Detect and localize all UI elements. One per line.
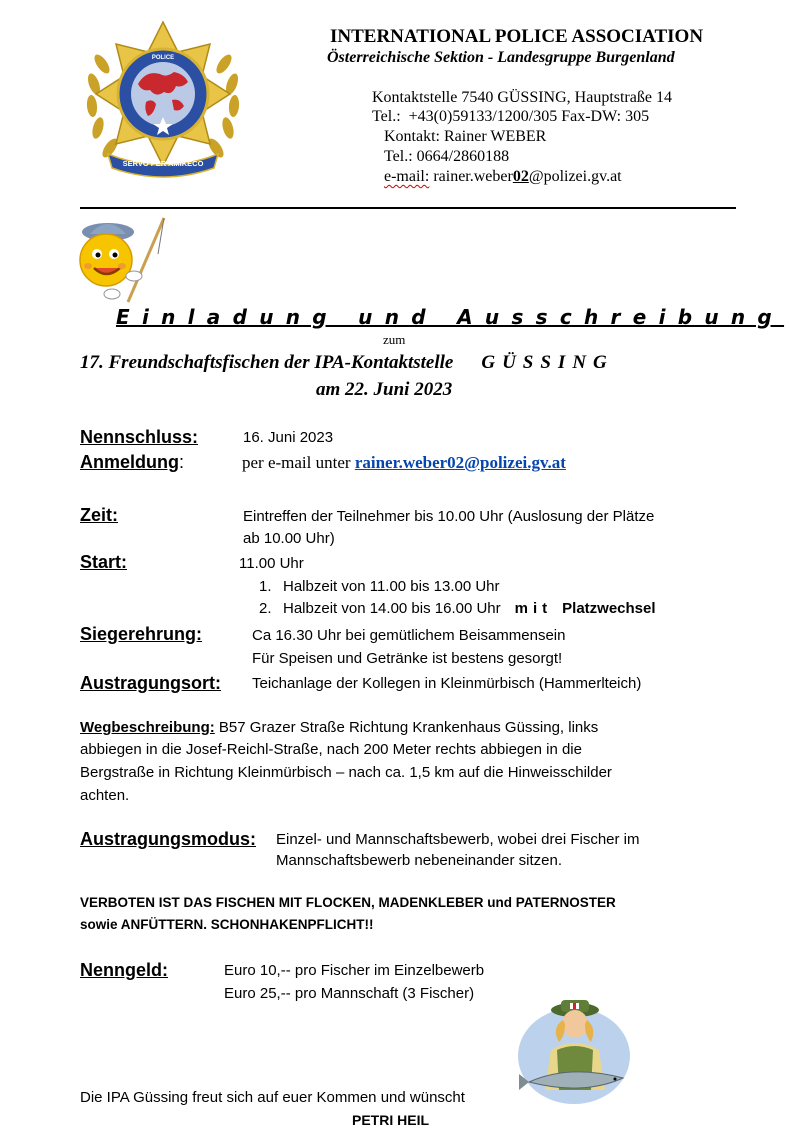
zeit-line2: ab 10.00 Uhr) — [243, 530, 335, 547]
warning-line1: VERBOTEN IST DAS FISCHEN MIT FLOCKEN, MADENKLEBER und PATERNOSTER — [80, 895, 616, 910]
half2-text — [283, 600, 656, 617]
modus-line1: Einzel- und Mannschaftsbewerb, wobei drei Fischer im — [276, 831, 640, 848]
zeit-label: Zeit: — [80, 505, 118, 525]
directions-line2: abbiegen in die Josef-Reichl-Straße, nach 200 Meter rechts abbiegen in die — [80, 741, 582, 758]
half2-number: 2. — [259, 600, 272, 617]
austragungsort-label: Austragungsort: — [80, 673, 221, 693]
nenngeld-line1: Euro 10,-- pro Fischer im Einzelbewerb — [224, 962, 485, 979]
directions-line3: Bergstraße in Richtung Kleinmürbisch – nach ca. 1,5 km auf die Hinweisschilder — [80, 764, 612, 781]
siegerehrung-line1: Ca 16.30 Uhr bei gemütlichem Beisammensein — [252, 627, 566, 644]
title-event — [80, 352, 614, 374]
zeit-line1: Eintreffen der Teilnehmer bis 10.00 Uhr (Auslosung der Plätze — [243, 508, 655, 525]
org-name: INTERNATIONAL POLICE ASSOCIATION — [330, 26, 704, 47]
tel-value: +43(0)59133/1200/305 Fax-DW: 305 — [408, 108, 650, 125]
modus-line2: Mannschaftsbewerb nebeneinander sitzen. — [276, 852, 563, 869]
header-divider — [80, 207, 736, 209]
half2-platzwechsel: Platzwechsel — [562, 600, 656, 617]
title-main: Einladung und Ausschreibung — [116, 305, 785, 329]
email-bold: 02 — [512, 168, 529, 185]
nennschluss-value: 16. Juni 2023 — [243, 429, 334, 446]
anmeldung-label-text: Anmeldung — [80, 452, 179, 472]
anmeldung-prefix: per e-mail unter — [242, 453, 351, 472]
anmeldung-email-link[interactable]: rainer.weber02@polizei.gv.at — [354, 453, 566, 472]
directions-text1: B57 Grazer Straße Richtung Krankenhaus Güssing, links — [218, 719, 599, 736]
org-section: Österreichische Sektion - Landesgruppe Burgenland — [327, 49, 675, 66]
title-zum: zum — [383, 332, 406, 347]
directions-line1 — [80, 719, 598, 736]
email-suffix: @polizei.gv.at — [528, 168, 622, 185]
contact-tel — [372, 108, 649, 126]
email-prefix: rainer.weber — [433, 168, 513, 185]
ipa-logo — [78, 14, 248, 184]
half1-number: 1. — [259, 578, 272, 595]
anmeldung-value — [242, 453, 566, 473]
siegerehrung-line2: Für Speisen und Getränke ist bestens gesorgt! — [252, 650, 563, 667]
austragungsort-value: Teichanlage der Kollegen in Kleinmürbisch (Hammerlteich) — [252, 675, 642, 692]
closing-greeting: PETRI HEIL — [352, 1112, 430, 1128]
start-label: Start: — [80, 552, 128, 572]
nennschluss-label: Nennschluss: — [80, 427, 199, 447]
warning-line2: sowie ANFÜTTERN. SCHONHAKENPFLICHT!! — [80, 917, 374, 932]
nenngeld-label: Nenngeld: — [80, 960, 168, 980]
directions-label: Wegbeschreibung: — [80, 719, 215, 736]
anmeldung-colon: : — [179, 452, 185, 472]
half2-time: Halbzeit von 14.00 bis 16.00 Uhr — [283, 600, 501, 617]
directions-line4: achten. — [80, 787, 130, 804]
half2-mit: mit — [514, 600, 553, 617]
svg-text:SERVO PER AMIKECO: SERVO PER AMIKECO — [122, 159, 204, 168]
event-name: 17. Freundschaftsfischen der IPA-Kontaktstelle — [80, 352, 454, 373]
contact-email — [384, 168, 622, 186]
title-date: am 22. Juni 2023 — [316, 379, 453, 400]
email-label: e-mail: — [384, 168, 430, 185]
anmeldung-label — [80, 452, 184, 473]
modus-label: Austragungsmodus: — [80, 829, 257, 849]
siegerehrung-label: Siegerehrung: — [80, 624, 203, 644]
event-town: GÜSSING — [481, 352, 614, 373]
contact-tel2: Tel.: 0664/2860188 — [384, 148, 510, 165]
fisherman-image — [515, 998, 633, 1108]
fishing-smiley-image — [76, 214, 168, 306]
half1-text: Halbzeit von 11.00 bis 13.00 Uhr — [283, 578, 500, 595]
contact-address: Kontaktstelle 7540 GÜSSING, Hauptstraße 14 — [372, 89, 672, 106]
contact-person: Kontakt: Rainer WEBER — [384, 128, 547, 145]
closing-line: Die IPA Güssing freut sich auf euer Kommen und wünscht — [80, 1089, 465, 1106]
svg-text:POLICE: POLICE — [151, 55, 175, 61]
start-time: 11.00 Uhr — [239, 555, 304, 572]
tel-label: Tel.: — [372, 108, 401, 125]
nenngeld-line2: Euro 25,-- pro Mannschaft (3 Fischer) — [224, 985, 475, 1002]
